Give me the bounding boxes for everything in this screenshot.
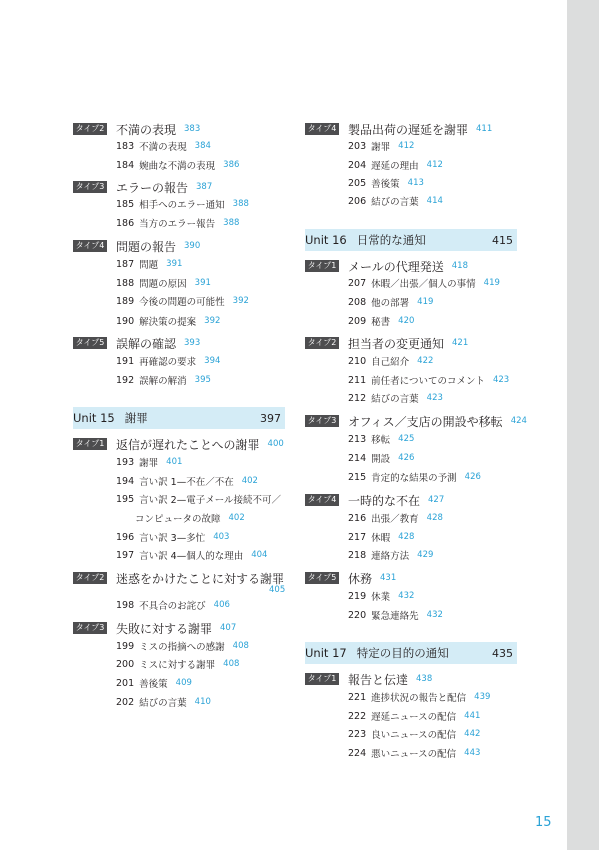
entry-number: 213 bbox=[348, 433, 367, 445]
toc-sub-entry[interactable] bbox=[348, 372, 517, 388]
entry-title: 婉曲な不満の表現 bbox=[139, 161, 216, 172]
toc-sub-entry[interactable] bbox=[348, 138, 517, 154]
toc-type-entry[interactable] bbox=[73, 619, 285, 637]
entry-number: 208 bbox=[348, 296, 367, 308]
type-title: メールの代理発送 bbox=[348, 259, 444, 274]
page-ref: 443 bbox=[464, 748, 481, 758]
toc-sub-entry[interactable] bbox=[348, 353, 517, 369]
toc-type-entry[interactable] bbox=[305, 120, 517, 138]
entry-title: 誤解の解消 bbox=[139, 376, 187, 387]
toc-type-entry[interactable] bbox=[305, 491, 517, 509]
entry-title: 遅延ニュースの配信 bbox=[371, 712, 457, 723]
entry-title: 言い訳 2—電子メール接続不可／ bbox=[139, 495, 282, 506]
page-ref: 423 bbox=[492, 375, 510, 385]
entry-number: 189 bbox=[116, 295, 135, 307]
type-badge: タイプ3 bbox=[305, 415, 339, 427]
toc-sub-entry[interactable] bbox=[348, 547, 517, 563]
toc-right-column bbox=[305, 0, 527, 850]
page-ref: 418 bbox=[451, 261, 468, 271]
type-badge: タイプ3 bbox=[73, 181, 107, 193]
entry-number: 206 bbox=[348, 195, 367, 207]
page-ref: 388 bbox=[232, 199, 249, 209]
entry-number: 184 bbox=[116, 159, 135, 171]
type-title: 失敗に対する謝罪 bbox=[116, 621, 213, 636]
toc-sub-entry[interactable] bbox=[116, 473, 285, 489]
toc-sub-entry[interactable] bbox=[348, 689, 517, 705]
entry-title: 秘書 bbox=[371, 317, 391, 328]
page-ref: 387 bbox=[196, 182, 213, 192]
entry-title: 肯定的な結果の予測 bbox=[371, 473, 457, 484]
toc-sub-entry[interactable] bbox=[116, 293, 285, 309]
entry-number: 201 bbox=[116, 677, 135, 689]
toc-sub-entry[interactable] bbox=[348, 157, 517, 173]
page-ref: 438 bbox=[416, 674, 433, 684]
entry-number: 219 bbox=[348, 590, 367, 602]
entry-number: 185 bbox=[116, 198, 135, 210]
page-ref: 412 bbox=[426, 160, 443, 170]
toc-sub-entry[interactable] bbox=[348, 431, 517, 447]
toc-sub-entry[interactable] bbox=[116, 256, 285, 272]
type-title: オフィス／支店の開設や移転 bbox=[348, 414, 503, 429]
toc-sub-entry[interactable] bbox=[116, 353, 285, 369]
toc-type-entry[interactable] bbox=[305, 670, 517, 688]
page-ref: 426 bbox=[464, 472, 481, 482]
entry-number: 192 bbox=[116, 374, 135, 386]
entry-number: 224 bbox=[348, 747, 367, 759]
toc-type-entry[interactable] bbox=[73, 178, 285, 196]
entry-number: 220 bbox=[348, 609, 367, 621]
toc-type-entry[interactable] bbox=[73, 237, 285, 255]
type-title: 誤解の確認 bbox=[116, 336, 177, 351]
page-ref: 412 bbox=[398, 141, 415, 151]
page-ref: 391 bbox=[194, 278, 211, 288]
type-badge: タイプ4 bbox=[305, 494, 339, 506]
entry-title: 問題の原因 bbox=[139, 279, 187, 290]
entry-title: 移転 bbox=[371, 435, 391, 446]
entry-title: 出張／教育 bbox=[371, 514, 419, 525]
page-ref: 428 bbox=[398, 532, 415, 542]
page-ref: 392 bbox=[204, 316, 221, 326]
type-badge: タイプ1 bbox=[305, 260, 339, 272]
entry-number: 193 bbox=[116, 456, 135, 468]
page-ref: 426 bbox=[398, 453, 415, 463]
unit-page-ref: 435 bbox=[492, 646, 513, 660]
entry-title: 相手へのエラー通知 bbox=[139, 200, 225, 211]
page-ref: 403 bbox=[213, 532, 230, 542]
entry-number: 211 bbox=[348, 374, 367, 386]
page-ref: 386 bbox=[223, 160, 240, 170]
entry-title: 開設 bbox=[371, 454, 391, 465]
entry-title: 休業 bbox=[371, 592, 391, 603]
toc-type-entry[interactable] bbox=[305, 334, 517, 352]
entry-title: 謝罪 bbox=[371, 142, 391, 153]
type-title: 問題の報告 bbox=[116, 239, 177, 254]
entry-title: 解決策の提案 bbox=[139, 317, 197, 328]
page-ref: 423 bbox=[426, 393, 443, 403]
entry-title: 不満の表現 bbox=[139, 142, 187, 153]
unit-page-ref: 397 bbox=[260, 411, 281, 425]
toc-sub-entry[interactable] bbox=[348, 708, 517, 724]
toc-sub-entry[interactable] bbox=[348, 588, 517, 604]
page-ref: 400 bbox=[267, 439, 284, 449]
toc-sub-entry[interactable] bbox=[348, 390, 517, 406]
entry-number: 205 bbox=[348, 177, 367, 189]
page-number: 15 bbox=[535, 815, 552, 830]
toc-left-column bbox=[73, 0, 285, 850]
page-ref: 394 bbox=[204, 356, 221, 366]
page-ref: 408 bbox=[232, 641, 249, 651]
entry-title: 進捗状況の報告と配信 bbox=[371, 693, 467, 704]
page-ref: 388 bbox=[223, 218, 240, 228]
unit-number: Unit 16 bbox=[305, 233, 347, 247]
type-badge: タイプ4 bbox=[73, 240, 107, 252]
toc-sub-entry[interactable] bbox=[348, 175, 517, 191]
entry-title: 他の部署 bbox=[371, 298, 410, 309]
entry-title: 前任者についてのコメント bbox=[371, 376, 485, 387]
page-ref: 441 bbox=[464, 711, 481, 721]
entry-number: 197 bbox=[116, 549, 135, 561]
type-title: 一時的な不在 bbox=[348, 493, 421, 508]
entry-title: 当方のエラー報告 bbox=[139, 219, 216, 230]
page-ref: 391 bbox=[166, 259, 183, 269]
toc-sub-entry[interactable] bbox=[348, 294, 517, 310]
type-badge: タイプ1 bbox=[305, 673, 339, 685]
type-badge: タイプ4 bbox=[305, 123, 339, 135]
toc-sub-entry[interactable] bbox=[116, 638, 285, 654]
toc-type-entry[interactable] bbox=[73, 120, 285, 138]
entry-number: 196 bbox=[116, 531, 135, 543]
toc-sub-entry[interactable] bbox=[348, 469, 517, 485]
entry-number: 210 bbox=[348, 355, 367, 367]
entry-title: 言い訳 3—多忙 bbox=[139, 533, 206, 544]
page-ref: 431 bbox=[380, 573, 397, 583]
page-ref: 421 bbox=[452, 338, 469, 348]
type-title: 不満の表現 bbox=[116, 122, 177, 137]
entry-number: 199 bbox=[116, 640, 135, 652]
entry-number: 207 bbox=[348, 277, 367, 289]
entry-number: 218 bbox=[348, 549, 367, 561]
unit-number: Unit 15 bbox=[73, 411, 115, 425]
page-ref: 442 bbox=[464, 729, 481, 739]
page-ref: 422 bbox=[417, 356, 434, 366]
entry-title: 善後策 bbox=[371, 179, 400, 190]
page-ref: 439 bbox=[474, 692, 491, 702]
toc-type-entry[interactable] bbox=[305, 569, 517, 587]
entry-number: 203 bbox=[348, 140, 367, 152]
entry-number: 215 bbox=[348, 471, 367, 483]
entry-number: 217 bbox=[348, 531, 367, 543]
entry-number: 198 bbox=[116, 599, 135, 611]
page-ref: 413 bbox=[407, 178, 424, 188]
page-ref: 402 bbox=[228, 513, 245, 523]
toc-sub-entry[interactable] bbox=[116, 196, 285, 212]
entry-title: 善後策 bbox=[139, 679, 168, 690]
page-ref: 407 bbox=[220, 623, 237, 633]
entry-title: 自己紹介 bbox=[371, 357, 410, 368]
type-title: エラーの報告 bbox=[116, 180, 189, 195]
type-title: 報告と伝達 bbox=[348, 672, 409, 687]
type-title: 製品出荷の遅延を謝罪 bbox=[348, 122, 469, 137]
page-ref: 420 bbox=[398, 316, 415, 326]
type-badge: タイプ2 bbox=[73, 123, 107, 135]
type-title: 休務 bbox=[348, 571, 373, 586]
toc-sub-entry[interactable] bbox=[348, 193, 517, 209]
page-ref: 406 bbox=[213, 600, 230, 610]
entry-title: 今後の問題の可能性 bbox=[139, 297, 225, 308]
page-ref: 401 bbox=[166, 457, 183, 467]
toc-type-entry[interactable] bbox=[73, 569, 285, 587]
toc-sub-entry[interactable] bbox=[348, 529, 517, 545]
page-ref: 404 bbox=[251, 550, 268, 560]
toc-sub-entry[interactable] bbox=[116, 313, 285, 329]
entry-title: 結びの言葉 bbox=[371, 197, 419, 208]
entry-title: 言い訳 1—不在／不在 bbox=[139, 477, 234, 488]
type-title: 返信が遅れたことへの謝罪 bbox=[116, 437, 260, 452]
page-ref: 383 bbox=[184, 124, 201, 134]
page-ref: 410 bbox=[194, 697, 211, 707]
toc-sub-entry[interactable] bbox=[116, 675, 285, 691]
unit-title: 特定の目的の通知 bbox=[356, 646, 449, 660]
page-ref: 408 bbox=[223, 659, 240, 669]
page-ref: 427 bbox=[428, 495, 445, 505]
type-title: 担当者の変更通知 bbox=[348, 336, 445, 351]
entry-title: 結びの言葉 bbox=[139, 698, 187, 709]
toc-sub-entry[interactable] bbox=[116, 157, 285, 173]
entry-title: 不具合のお詫び bbox=[139, 601, 206, 612]
type-badge: タイプ5 bbox=[73, 337, 107, 349]
toc-sub-entry[interactable] bbox=[116, 454, 285, 470]
page-ref: 390 bbox=[184, 241, 201, 251]
entry-number: 194 bbox=[116, 475, 135, 487]
toc-sub-entry[interactable] bbox=[116, 215, 285, 231]
entry-title: 悪いニュースの配信 bbox=[371, 749, 457, 760]
toc-type-entry[interactable] bbox=[305, 257, 517, 275]
entry-title: 結びの言葉 bbox=[371, 394, 419, 405]
page-ref: 432 bbox=[426, 610, 443, 620]
page-ref: 428 bbox=[426, 513, 443, 523]
toc-type-entry[interactable] bbox=[73, 435, 285, 453]
page-ref: 432 bbox=[398, 591, 415, 601]
type-badge: タイプ3 bbox=[73, 622, 107, 634]
type-badge: タイプ2 bbox=[73, 572, 107, 584]
toc-sub-entry[interactable] bbox=[116, 597, 285, 613]
unit-header[interactable] bbox=[305, 229, 517, 251]
entry-number: 214 bbox=[348, 452, 367, 464]
toc-sub-entry[interactable] bbox=[348, 450, 517, 466]
page-ref: 393 bbox=[184, 338, 201, 348]
page-ref: 425 bbox=[398, 434, 415, 444]
page-ref: 392 bbox=[232, 296, 249, 306]
entry-number: 186 bbox=[116, 217, 135, 229]
unit-number: Unit 17 bbox=[305, 646, 347, 660]
toc-sub-entry[interactable] bbox=[348, 275, 517, 291]
type-badge: タイプ1 bbox=[73, 438, 107, 450]
type-badge: タイプ2 bbox=[305, 337, 339, 349]
entry-title: ミスの指摘への感謝 bbox=[139, 642, 225, 653]
entry-number: 212 bbox=[348, 392, 367, 404]
toc-sub-entry[interactable] bbox=[116, 547, 285, 563]
entry-number: 223 bbox=[348, 728, 367, 740]
page-ref: 429 bbox=[417, 550, 434, 560]
type-title: 迷惑をかけたことに対する謝罪 bbox=[116, 571, 285, 586]
entry-title: 連絡方法 bbox=[371, 551, 410, 562]
toc-type-entry[interactable] bbox=[305, 412, 527, 430]
toc-sub-entry[interactable] bbox=[348, 510, 517, 526]
toc-sub-entry[interactable] bbox=[116, 372, 285, 388]
toc-sub-entry-continuation[interactable] bbox=[135, 510, 245, 526]
unit-page-ref: 415 bbox=[492, 233, 513, 247]
toc-sub-entry[interactable] bbox=[116, 138, 285, 154]
entry-title: 問題 bbox=[139, 260, 159, 271]
entry-title: 遅延の理由 bbox=[371, 161, 419, 172]
entry-title-continuation: コンピュータの故障 bbox=[135, 514, 221, 525]
unit-header[interactable] bbox=[305, 642, 517, 664]
entry-title: 良いニュースの配信 bbox=[371, 730, 457, 741]
entry-number: 190 bbox=[116, 315, 135, 327]
page-ref: 419 bbox=[483, 278, 500, 288]
toc-sub-entry[interactable] bbox=[116, 656, 285, 672]
side-margin-strip bbox=[567, 0, 599, 850]
toc-sub-entry[interactable] bbox=[348, 726, 517, 742]
page-ref: 411 bbox=[476, 124, 493, 134]
entry-title: 謝罪 bbox=[139, 458, 159, 469]
entry-title: 休暇／出張／個人の事情 bbox=[371, 279, 476, 290]
entry-number: 188 bbox=[116, 277, 135, 289]
entry-number: 221 bbox=[348, 691, 367, 703]
toc-sub-entry[interactable] bbox=[116, 694, 285, 710]
unit-title: 日常的な通知 bbox=[356, 233, 426, 247]
unit-header[interactable] bbox=[73, 407, 285, 429]
page-ref: 409 bbox=[175, 678, 192, 688]
toc-sub-entry[interactable] bbox=[348, 607, 517, 623]
page-ref: 384 bbox=[194, 141, 211, 151]
entry-number: 216 bbox=[348, 512, 367, 524]
unit-title: 謝罪 bbox=[124, 411, 148, 425]
entry-number: 209 bbox=[348, 315, 367, 327]
entry-title: 休暇 bbox=[371, 533, 391, 544]
page-ref: 419 bbox=[417, 297, 434, 307]
entry-title: 言い訳 4—個人的な理由 bbox=[139, 551, 244, 562]
entry-title: 緊急連絡先 bbox=[371, 611, 419, 622]
toc-sub-entry[interactable] bbox=[116, 275, 285, 291]
type-badge: タイプ5 bbox=[305, 572, 339, 584]
page-ref: 402 bbox=[241, 476, 258, 486]
entry-number: 200 bbox=[116, 658, 135, 670]
toc-sub-entry[interactable] bbox=[116, 491, 285, 507]
toc-sub-entry[interactable] bbox=[348, 745, 517, 761]
toc-sub-entry[interactable] bbox=[348, 313, 517, 329]
entry-number: 187 bbox=[116, 258, 135, 270]
entry-number: 204 bbox=[348, 159, 367, 171]
entry-number: 191 bbox=[116, 355, 135, 367]
toc-type-entry[interactable] bbox=[73, 334, 285, 352]
entry-number: 183 bbox=[116, 140, 135, 152]
page-ref: 414 bbox=[426, 196, 443, 206]
entry-number: 222 bbox=[348, 710, 367, 722]
page-ref: 395 bbox=[194, 375, 211, 385]
page-ref: 424 bbox=[510, 416, 527, 426]
entry-title: ミスに対する謝罪 bbox=[139, 660, 216, 671]
entry-number: 195 bbox=[116, 493, 135, 505]
toc-sub-entry[interactable] bbox=[116, 529, 285, 545]
page-ref: 405 bbox=[269, 585, 286, 595]
entry-title: 再確認の要求 bbox=[139, 357, 197, 368]
entry-number: 202 bbox=[116, 696, 135, 708]
